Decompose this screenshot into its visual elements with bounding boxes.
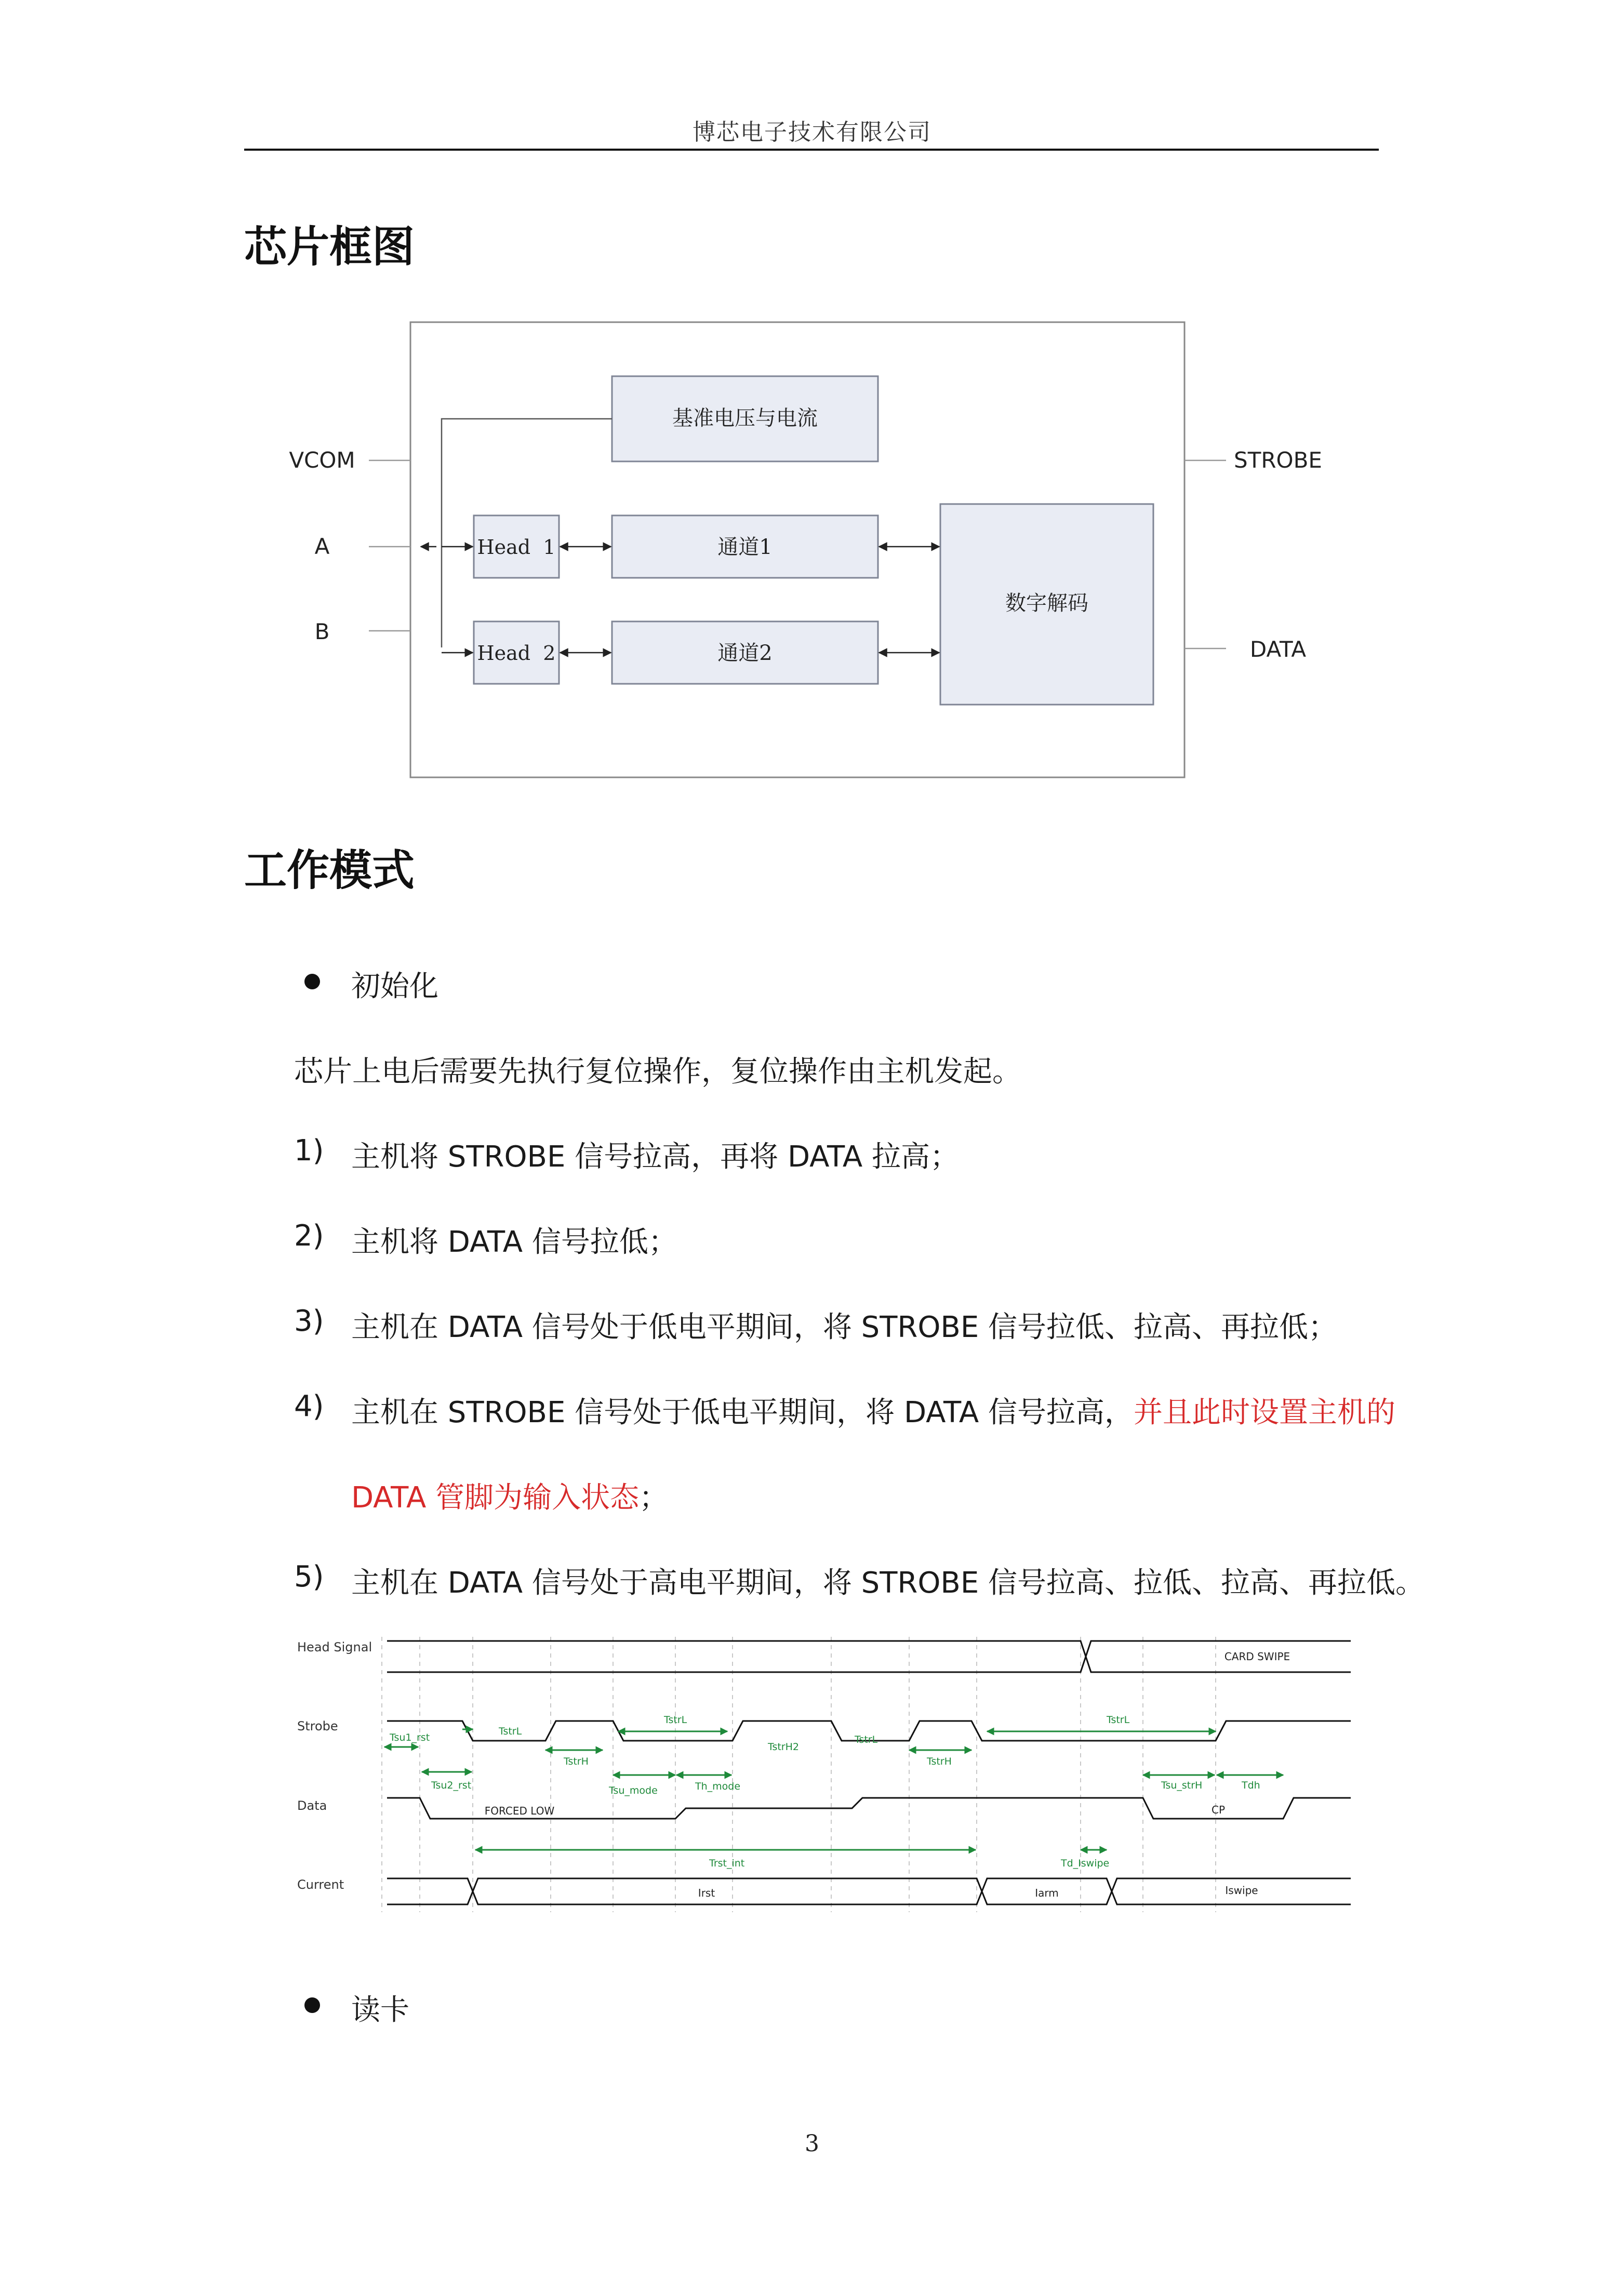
page-header: 博芯电子技术有限公司 (693, 119, 931, 145)
step-num: 3) (294, 1304, 324, 1338)
pin-strobe: STROBE (1234, 447, 1322, 473)
step-text: 主机在 DATA 信号处于低电平期间，将 STROBE 信号拉低、拉高、再拉低； (351, 1310, 1338, 1344)
step-num: 2) (294, 1219, 324, 1253)
label-tstrh2: TstrH2 (768, 1741, 799, 1753)
signal-data: Data (297, 1798, 327, 1813)
label-iarm: Iarm (1035, 1887, 1059, 1899)
ref-block-label: 基准电压与电流 (672, 406, 818, 430)
label-tstrl-1: TstrL (499, 1726, 522, 1737)
label-th-mode: Th_mode (695, 1781, 741, 1792)
bullet-init: 初始化 (351, 970, 438, 1003)
head1-label: Head 1 (477, 536, 556, 559)
label-cp: CP (1211, 1804, 1226, 1816)
head2-label: Head 2 (477, 642, 556, 665)
label-card-swipe: CARD SWIPE (1224, 1650, 1290, 1663)
label-irst: Irst (698, 1887, 715, 1899)
section-title-working-mode: 工作模式 (244, 846, 415, 895)
timing-diagram (291, 1621, 1356, 1923)
channel1-label: 通道1 (717, 535, 773, 559)
step-text: 主机在 DATA 信号处于高电平期间，将 STROBE 信号拉高、拉低、拉高、再拉低。 (351, 1566, 1425, 1600)
decoder-label: 数字解码 (1005, 591, 1088, 615)
bullet-dot (304, 1997, 320, 2013)
step4-tail: ； (639, 1481, 669, 1515)
label-tsu1-rst: Tsu1_rst (390, 1732, 430, 1743)
section-title-block-diagram: 芯片框图 (244, 222, 415, 272)
bullet-read-card: 读卡 (351, 1993, 409, 2027)
bullet-dot (304, 974, 320, 989)
label-tstrl-2: TstrL (664, 1714, 687, 1726)
label-tsu-strh: Tsu_strH (1161, 1780, 1203, 1791)
label-forced-low: FORCED LOW (484, 1805, 555, 1817)
init-intro: 芯片上电后需要先执行复位操作，复位操作由主机发起。 (294, 1055, 1021, 1089)
label-tstrh-1: TstrH (564, 1756, 589, 1767)
label-trst-int: Trst_int (709, 1858, 745, 1869)
pin-vcom: VCOM (289, 447, 355, 473)
label-tstrl-4: TstrL (1107, 1714, 1130, 1726)
label-iswipe: Iswipe (1225, 1884, 1258, 1897)
step-num: 5) (294, 1560, 324, 1594)
step-text: 主机将 STROBE 信号拉高，再将 DATA 拉高； (351, 1140, 960, 1174)
step-text-cont (351, 1475, 668, 1516)
signal-head: Head Signal (297, 1640, 372, 1654)
signal-current: Current (297, 1877, 344, 1892)
step-text: 主机将 DATA 信号拉低； (351, 1225, 677, 1259)
step4-red: 并且此时设置主机的 (1134, 1396, 1396, 1429)
pin-data: DATA (1249, 637, 1307, 662)
pin-b: B (314, 619, 330, 644)
pin-a: A (314, 534, 330, 559)
block-diagram (244, 312, 1387, 790)
step-num: 4) (294, 1389, 324, 1423)
label-tsu2-rst: Tsu2_rst (431, 1780, 472, 1791)
step-num: 1) (294, 1134, 324, 1168)
label-tstrh-2: TstrH (927, 1756, 952, 1767)
step4-text: 主机在 STROBE 信号处于低电平期间，将 DATA 信号拉高， (351, 1396, 1134, 1429)
label-tdh: Tdh (1242, 1780, 1260, 1791)
signal-strobe: Strobe (297, 1719, 338, 1733)
label-td-iswipe: Td_Iswipe (1061, 1858, 1110, 1869)
step4-red2: DATA 管脚为输入状态 (351, 1481, 640, 1515)
label-tsu-mode: Tsu_mode (609, 1785, 658, 1796)
page-number: 3 (805, 2130, 819, 2157)
label-tstrl-3: TstrL (855, 1734, 878, 1745)
header-rule (244, 149, 1379, 151)
channel2-label: 通道2 (717, 641, 773, 665)
step-text (351, 1389, 1395, 1431)
